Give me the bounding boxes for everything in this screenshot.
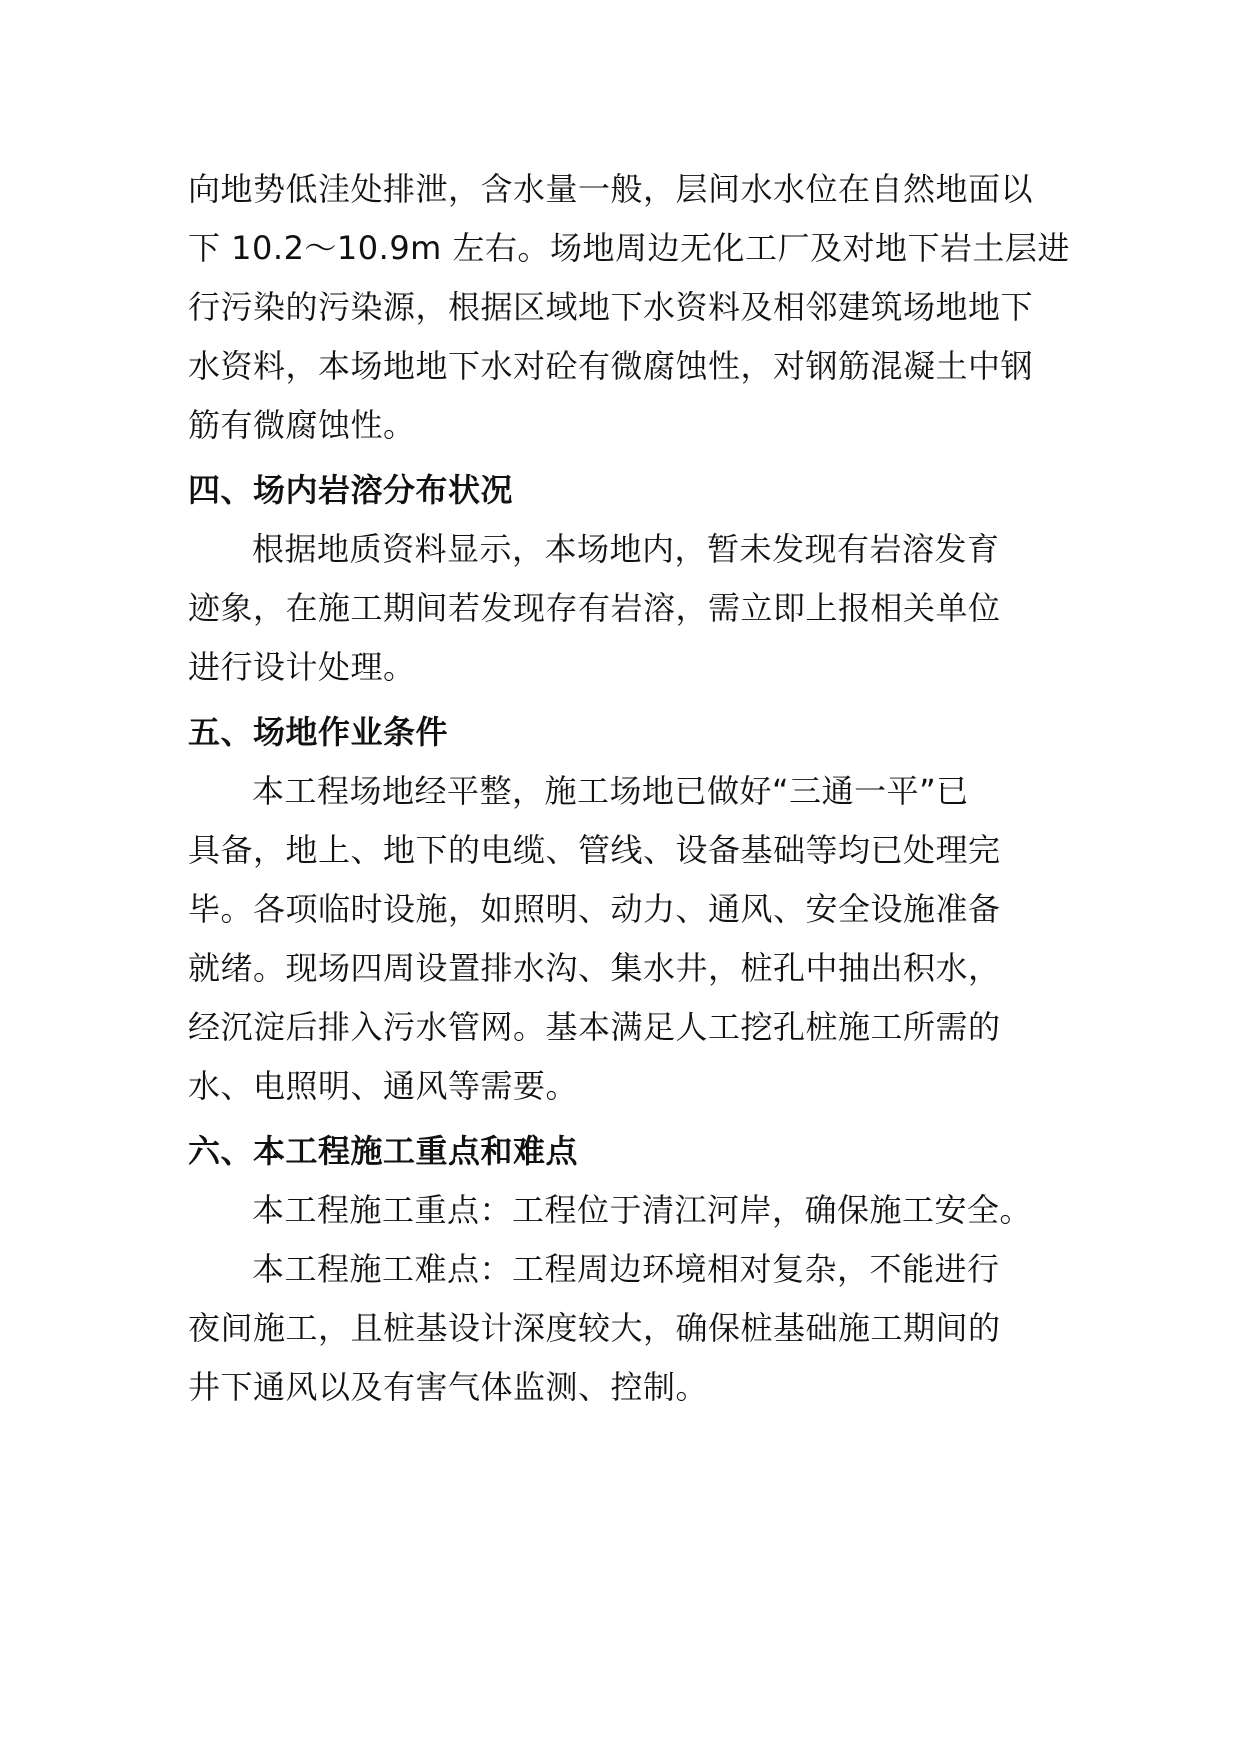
text-line: 水资料，本场地地下水对砼有微腐蚀性，对钢筋混凝土中钢 xyxy=(188,347,1034,385)
section4 xyxy=(188,461,1058,697)
section-heading: 五、场地作业条件 xyxy=(188,713,449,751)
text-line: 进行设计处理。 xyxy=(188,648,416,686)
section3-continuation xyxy=(188,160,1071,455)
section-heading: 六、本工程施工重点和难点 xyxy=(188,1132,579,1170)
text-line: 下 10.2～10.9m 左右。场地周边无化工厂及对地下岩土层进 xyxy=(188,229,1071,267)
text-line: 经沉淀后排入污水管网。基本满足人工挖孔桩施工所需的 xyxy=(188,1008,1001,1046)
section6 xyxy=(188,1122,1058,1417)
text-line: 井下通风以及有害气体监测、控制。 xyxy=(188,1368,709,1406)
text-line: 行污染的污染源，根据区域地下水资料及相邻建筑场地地下 xyxy=(188,288,1034,326)
text-line: 根据地质资料显示，本场地内，暂未发现有岩溶发育 xyxy=(252,530,1000,568)
text-line: 向地势低洼处排泄，含水量一般，层间水水位在自然地面以 xyxy=(188,170,1034,208)
document-page xyxy=(188,160,1071,1417)
section5 xyxy=(188,703,1058,1116)
text-line: 夜间施工，且桩基设计深度较大，确保桩基础施工期间的 xyxy=(188,1309,1001,1347)
text-line: 毕。各项临时设施，如照明、动力、通风、安全设施准备 xyxy=(188,890,1001,928)
text-line: 筋有微腐蚀性。 xyxy=(188,406,416,444)
text-line: 具备，地上、地下的电缆、管线、设备基础等均已处理完 xyxy=(188,831,1001,869)
section-heading: 四、场内岩溶分布状况 xyxy=(188,471,514,509)
text-line: 就绪。现场四周设置排水沟、集水井，桩孔中抽出积水， xyxy=(188,949,1001,987)
text-line: 本工程施工重点：工程位于清江河岸，确保施工安全。 xyxy=(252,1191,1033,1229)
text-line: 水、电照明、通风等需要。 xyxy=(188,1067,579,1105)
text-line: 迹象，在施工期间若发现存有岩溶，需立即上报相关单位 xyxy=(188,589,1001,627)
text-line: 本工程场地经平整，施工场地已做好“三通一平”已 xyxy=(252,772,969,810)
text-line: 本工程施工难点：工程周边环境相对复杂，不能进行 xyxy=(252,1250,1000,1288)
